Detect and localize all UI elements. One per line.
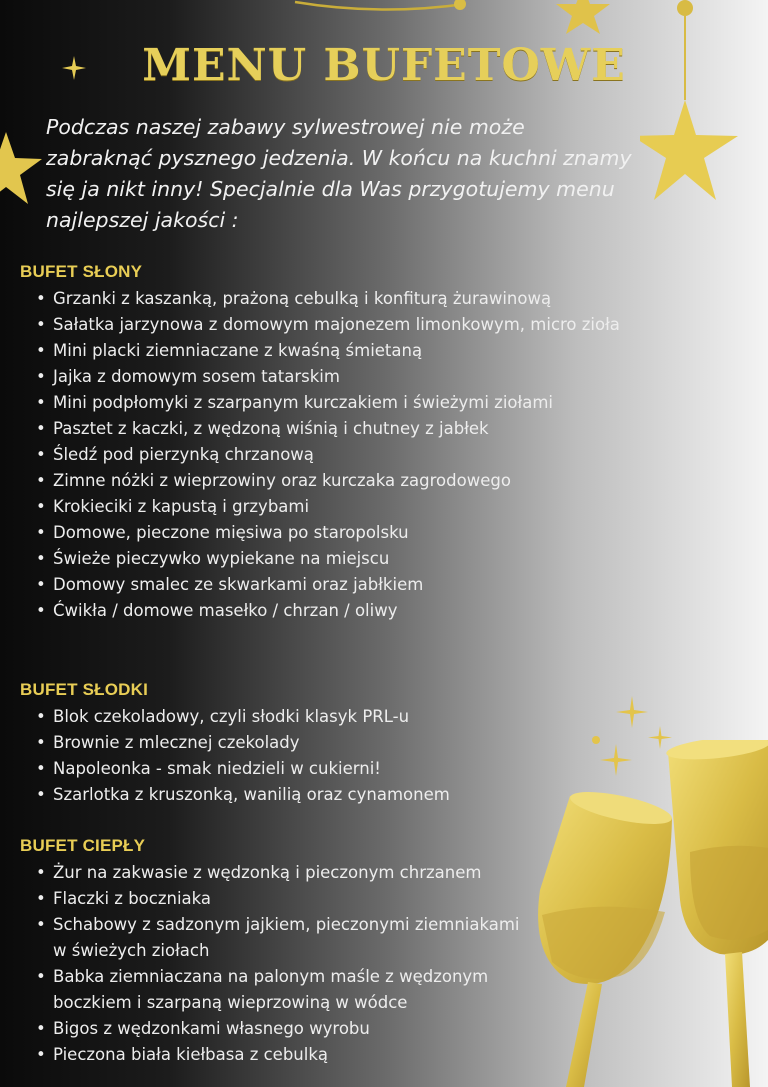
menu-item: • Brownie z mlecznej czekolady	[20, 730, 540, 756]
menu-item: • Mini podpłomyki z szarpanym kurczakiem i świeżymi ziołami	[20, 390, 620, 416]
section-bufet-slodki	[20, 680, 540, 808]
menu-item: • Mini placki ziemniaczane z kwaśną śmietaną	[20, 338, 620, 364]
champagne-glasses-icon	[510, 740, 768, 1087]
menu-list	[20, 286, 620, 624]
section-heading: BUFET SŁONY	[20, 262, 143, 281]
star-icon	[548, 0, 618, 34]
menu-item: • Pieczona biała kiełbasa z cebulką	[20, 1042, 520, 1068]
menu-item: • Sałatka jarzynowa z domowym majonezem limonkowym, micro zioła	[20, 312, 620, 338]
menu-item: • Ćwikła / domowe masełko / chrzan / oliwy	[20, 598, 620, 624]
menu-item: • Świeże pieczywko wypiekane na miejscu	[20, 546, 620, 572]
menu-item: • Napoleonka - smak niedzieli w cukierni!	[20, 756, 540, 782]
menu-list	[20, 860, 520, 1068]
intro-paragraph: Podczas naszej zabawy sylwestrowej nie może zabraknąć pysznego jedzenia. W końcu na kuchni znamy się ja nikt inny! Specjalnie dla Was przygotujemy menu najlepszej jakości :	[46, 115, 632, 232]
menu-item: • Śledź pod pierzynką chrzanową	[20, 442, 620, 468]
menu-list	[20, 704, 540, 808]
menu-item: • Blok czekoladowy, czyli słodki klasyk PRL-u	[20, 704, 540, 730]
hanging-star-icon	[640, 0, 750, 215]
menu-item: • Domowy smalec ze skwarkami oraz jabłkiem	[20, 572, 620, 598]
menu-item: • Pasztet z kaczki, z wędzoną wiśnią i chutney z jabłek	[20, 416, 620, 442]
section-bufet-cieply	[20, 836, 520, 1068]
menu-item: • Flaczki z boczniaka	[20, 886, 520, 912]
menu-item: • Domowe, pieczone mięsiwa po staropolsku	[20, 520, 620, 546]
menu-item: • Krokieciki z kapustą i grzybami	[20, 494, 620, 520]
star-icon	[0, 132, 42, 204]
top-swirl-ornament	[290, 0, 480, 16]
section-heading: BUFET SŁODKI	[20, 680, 149, 699]
section-bufet-slony	[20, 262, 620, 624]
menu-item: • Schabowy z sadzonym jajkiem, pieczonymi ziemniakami w świeżych ziołach	[20, 912, 520, 964]
page-title: MENU BUFETOWE	[142, 40, 626, 91]
menu-item: • Zimne nóżki z wieprzowiny oraz kurczaka zagrodowego	[20, 468, 620, 494]
menu-item: • Grzanki z kaszanką, prażoną cebulką i konfiturą żurawinową	[20, 286, 620, 312]
menu-item: • Jajka z domowym sosem tatarskim	[20, 364, 620, 390]
section-heading: BUFET CIEPŁY	[20, 836, 146, 855]
menu-item: • Bigos z wędzonkami własnego wyrobu	[20, 1016, 520, 1042]
menu-item: • Babka ziemniaczana na palonym maśle z wędzonym boczkiem i szarpaną wieprzowiną w wódce	[20, 964, 520, 1016]
menu-item: • Żur na zakwasie z wędzonką i pieczonym chrzanem	[20, 860, 520, 886]
menu-item: • Szarlotka z kruszonką, wanilią oraz cynamonem	[20, 782, 540, 808]
